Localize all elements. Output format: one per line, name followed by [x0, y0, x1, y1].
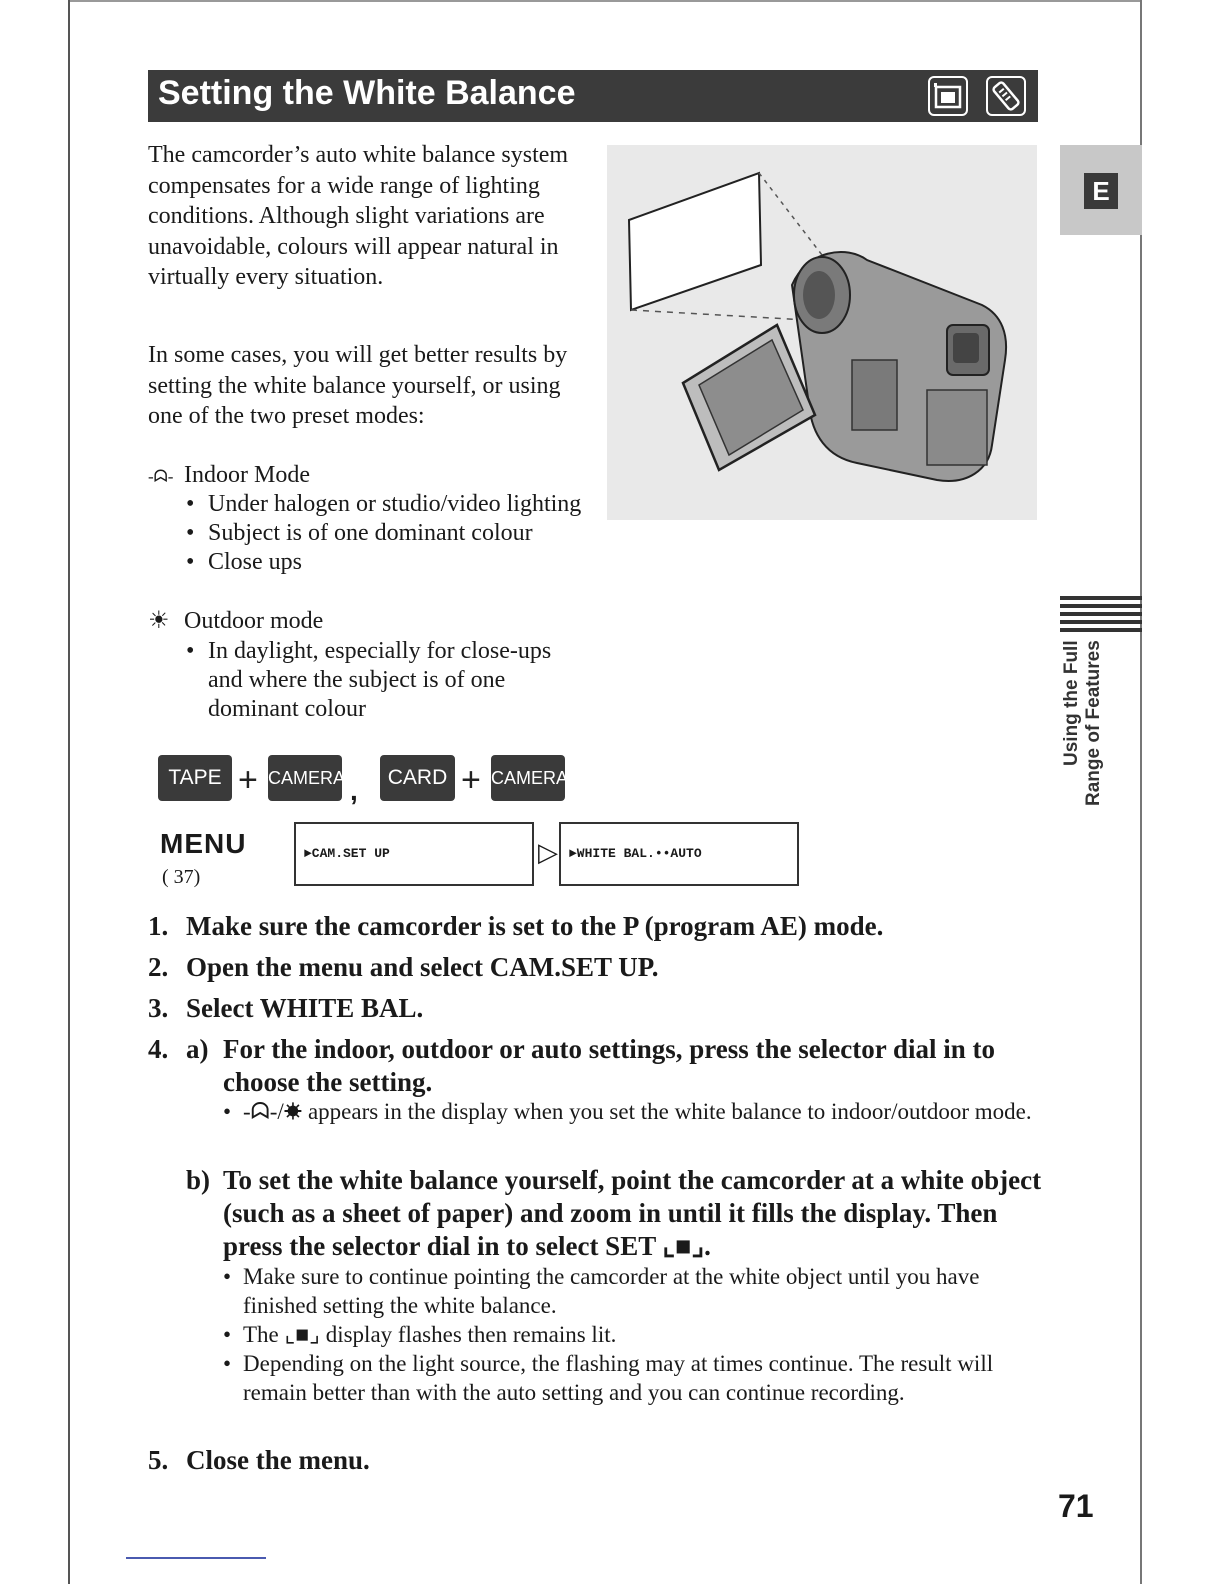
menu-screen-cam-set-up: ►CAM.SET UP: [294, 822, 534, 886]
card-mode-badge: CARD: [380, 755, 455, 801]
list-item: • Subject is of one dominant colour: [186, 519, 586, 548]
camera-mode-badge: CAMERA: [268, 755, 342, 801]
step-1: [148, 910, 883, 943]
step-number: 2.: [148, 952, 169, 982]
footer-rule: [126, 1557, 266, 1559]
sub-step-letter: b): [186, 1165, 211, 1195]
divider: [1060, 612, 1142, 616]
divider: [1060, 628, 1142, 632]
step-number: 4.: [148, 1034, 169, 1064]
step-5: [148, 1444, 370, 1477]
page-reference: ( 37): [162, 866, 201, 888]
page-edge-top: [70, 0, 1140, 2]
section-title-bar: [148, 70, 1038, 122]
step-text: Close the menu.: [186, 1445, 370, 1475]
arrow-right-icon: ▷: [538, 838, 558, 868]
indoor-mode-list: [186, 490, 586, 577]
step-text: Make sure the camcorder is set to the P (program AE) mode.: [186, 911, 884, 941]
note-4b-3: • Depending on the light source, the flashing may at times continue. The result will remain better than with the auto setting and you can continue recording.: [223, 1349, 1043, 1407]
step-text: Open the menu and select CAM.SET UP.: [186, 952, 659, 982]
step-number: 1.: [148, 911, 169, 941]
plus-sign: +: [461, 761, 481, 799]
divider: [1060, 620, 1142, 624]
outdoor-mode-label: Outdoor mode: [184, 608, 324, 634]
outdoor-sun-icon: ☀: [148, 608, 170, 634]
intro-paragraph: The camcorder’s auto white balance system compensates for a wide range of lighting conditions. Although slight variations are unavoidable, colours will appear natural in virtually every situation.: [148, 142, 569, 290]
sub-step-text: To set the white balance yourself, point the camcorder at a white object (such as a sheet of paper) and zoom in until it fills the display. Then press the selector dial in to select SET ⌞■⌟.: [223, 1165, 1042, 1261]
sub-step-text: For the indoor, outdoor or auto settings, press the selector dial in to choose the setting.: [223, 1034, 996, 1097]
section-title-line2: Range of Features: [1083, 640, 1104, 806]
outdoor-mode-list: [186, 637, 566, 724]
indoor-mode-heading: [148, 461, 310, 491]
note-4a: • -ᗣ-/☀ appears in the display when you set the white balance to indoor/outdoor mode.: [223, 1097, 1043, 1126]
comma: ,: [350, 775, 358, 806]
language-tab: [1060, 145, 1142, 235]
page-title: Setting the White Balance: [158, 74, 576, 112]
camcorder-illustration: [607, 145, 1037, 520]
camera-mode-icon: [928, 76, 968, 116]
preset-intro-paragraph: In some cases, you will get better results by setting the white balance yourself, or using one of the two preset modes:: [148, 342, 568, 429]
camera-mode-badge: CAMERA: [491, 755, 565, 801]
indoor-bulb-icon: -ᗣ-: [148, 467, 174, 486]
menu-screen-white-bal: ►WHITE BAL.••AUTO: [559, 822, 799, 886]
step-text: Select WHITE BAL.: [186, 993, 424, 1023]
divider: [1060, 604, 1142, 608]
step-3: [148, 992, 423, 1025]
step-4: [148, 1033, 186, 1066]
list-item: • In daylight, especially for close-ups and where the subject is of one dominant colour: [186, 637, 566, 724]
remote-control-icon: [986, 76, 1026, 116]
menu-label: MENU: [160, 828, 247, 859]
page-number: 71: [1058, 1488, 1094, 1524]
page-edge-left: [68, 0, 70, 1584]
step-2: [148, 951, 659, 984]
language-tab-letter: E: [1084, 173, 1118, 209]
note-4b-1: • Make sure to continue pointing the camcorder at the white object until you have finished setting the white balance.: [223, 1262, 1043, 1320]
divider: [1060, 596, 1142, 600]
sub-step-letter: a): [186, 1034, 209, 1064]
step-number: 5.: [148, 1445, 169, 1475]
outdoor-mode-heading: [148, 607, 323, 636]
tape-mode-badge: TAPE: [158, 755, 232, 801]
list-item: • Close ups: [186, 548, 586, 577]
step-4b: [186, 1164, 1056, 1263]
note-4b-2: • The ⌞■⌟ display flashes then remains lit.: [223, 1320, 1043, 1349]
step-number: 3.: [148, 993, 169, 1023]
step-4a: [186, 1033, 1056, 1099]
section-title-line1: Using the Full: [1061, 640, 1082, 766]
plus-sign: +: [238, 761, 258, 799]
section-side-title: [1061, 640, 1105, 810]
page-edge-right: [1140, 0, 1142, 1584]
indoor-mode-label: Indoor Mode: [184, 462, 310, 488]
list-item: • Under halogen or studio/video lighting: [186, 490, 586, 519]
